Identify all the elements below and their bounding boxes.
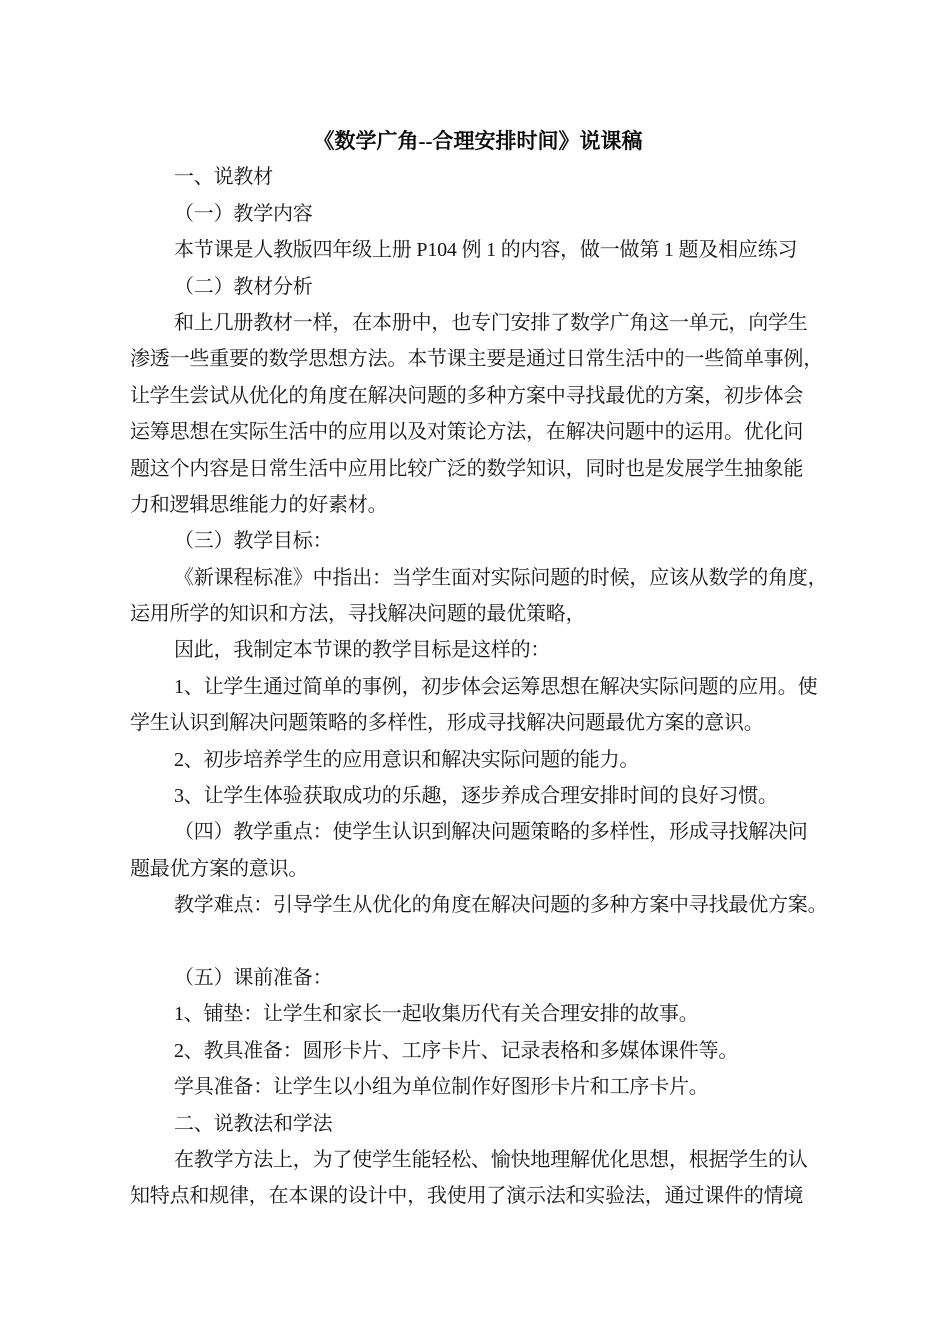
- text-line: 《新课程标准》中指出：当学生面对实际问题的时候，应该从数学的角度，: [174, 566, 828, 589]
- text-line: 渗透一些重要的数学思想方法。本节课主要是通过日常生活中的一些简单事例，: [130, 348, 823, 371]
- text-line: 因此，我制定本节课的教学目标是这样的：: [174, 639, 551, 662]
- text-line: （四）教学重点：使学生认识到解决问题策略的多样性，形成寻找解决问: [174, 821, 808, 844]
- text-line: 力和逻辑思维能力的好素材。: [130, 493, 388, 516]
- text-line: 题这个内容是日常生活中应用比较广泛的数学知识，同时也是发展学生抽象能: [130, 457, 804, 480]
- text-line: 和上几册教材一样，在本册中，也专门安排了数学广角这一单元，向学生: [174, 311, 808, 334]
- text-line: 运用所学的知识和方法，寻找解决问题的最优策略，: [130, 603, 586, 626]
- text-line: 3、让学生体验获取成功的乐趣，逐步养成合理安排时间的良好习惯。: [174, 785, 778, 808]
- text-line: 学生认识到解决问题策略的多样性，形成寻找解决问题最优方案的意识。: [130, 712, 764, 735]
- text-line: 教学难点：引导学生从优化的角度在解决问题的多种方案中寻找最优方案。: [174, 894, 828, 917]
- text-line: 本节课是人教版四年级上册 P104 例 1 的内容，做一做第 1 题及相应练习: [174, 239, 798, 262]
- text-line: 题最优方案的意识。: [130, 857, 309, 880]
- text-line: 让学生尝试从优化的角度在解决问题的多种方案中寻找最优的方案，初步体会: [130, 384, 804, 407]
- blank-line: [130, 924, 826, 960]
- text-line: 运筹思想在实际生活中的应用以及对策论方法，在解决问题中的运用。优化问: [130, 421, 804, 444]
- text-line: 知特点和规律，在本课的设计中，我使用了演示法和实验法，通过课件的情境: [130, 1185, 804, 1208]
- text-line: 二、说教法和学法: [174, 1112, 333, 1135]
- text-line: （二）教材分析: [174, 275, 313, 298]
- text-line: （一）教学内容: [174, 202, 313, 225]
- document-body: [130, 159, 826, 1214]
- document-title: 《数学广角--合理安排时间》说课稿: [313, 129, 643, 153]
- text-line: 学具准备：让学生以小组为单位制作好图形卡片和工序卡片。: [174, 1076, 709, 1099]
- text-line: （三）教学目标：: [174, 530, 333, 553]
- text-line: 1、让学生通过简单的事例，初步体会运筹思想在解决实际问题的应用。使: [174, 675, 818, 698]
- text-line: 一、说教材: [174, 166, 273, 189]
- text-line: （五）课前准备：: [174, 966, 333, 989]
- text-line: 2、初步培养学生的应用意识和解决实际问题的能力。: [174, 748, 640, 771]
- text-line: 2、教具准备：圆形卡片、工序卡片、记录表格和多媒体课件等。: [174, 1039, 739, 1062]
- text-line: 在教学方法上，为了使学生能轻松、愉快地理解优化思想，根据学生的认: [174, 1148, 808, 1171]
- text-line: 1、铺垫：让学生和家长一起收集历代有关合理安排的故事。: [174, 1003, 699, 1026]
